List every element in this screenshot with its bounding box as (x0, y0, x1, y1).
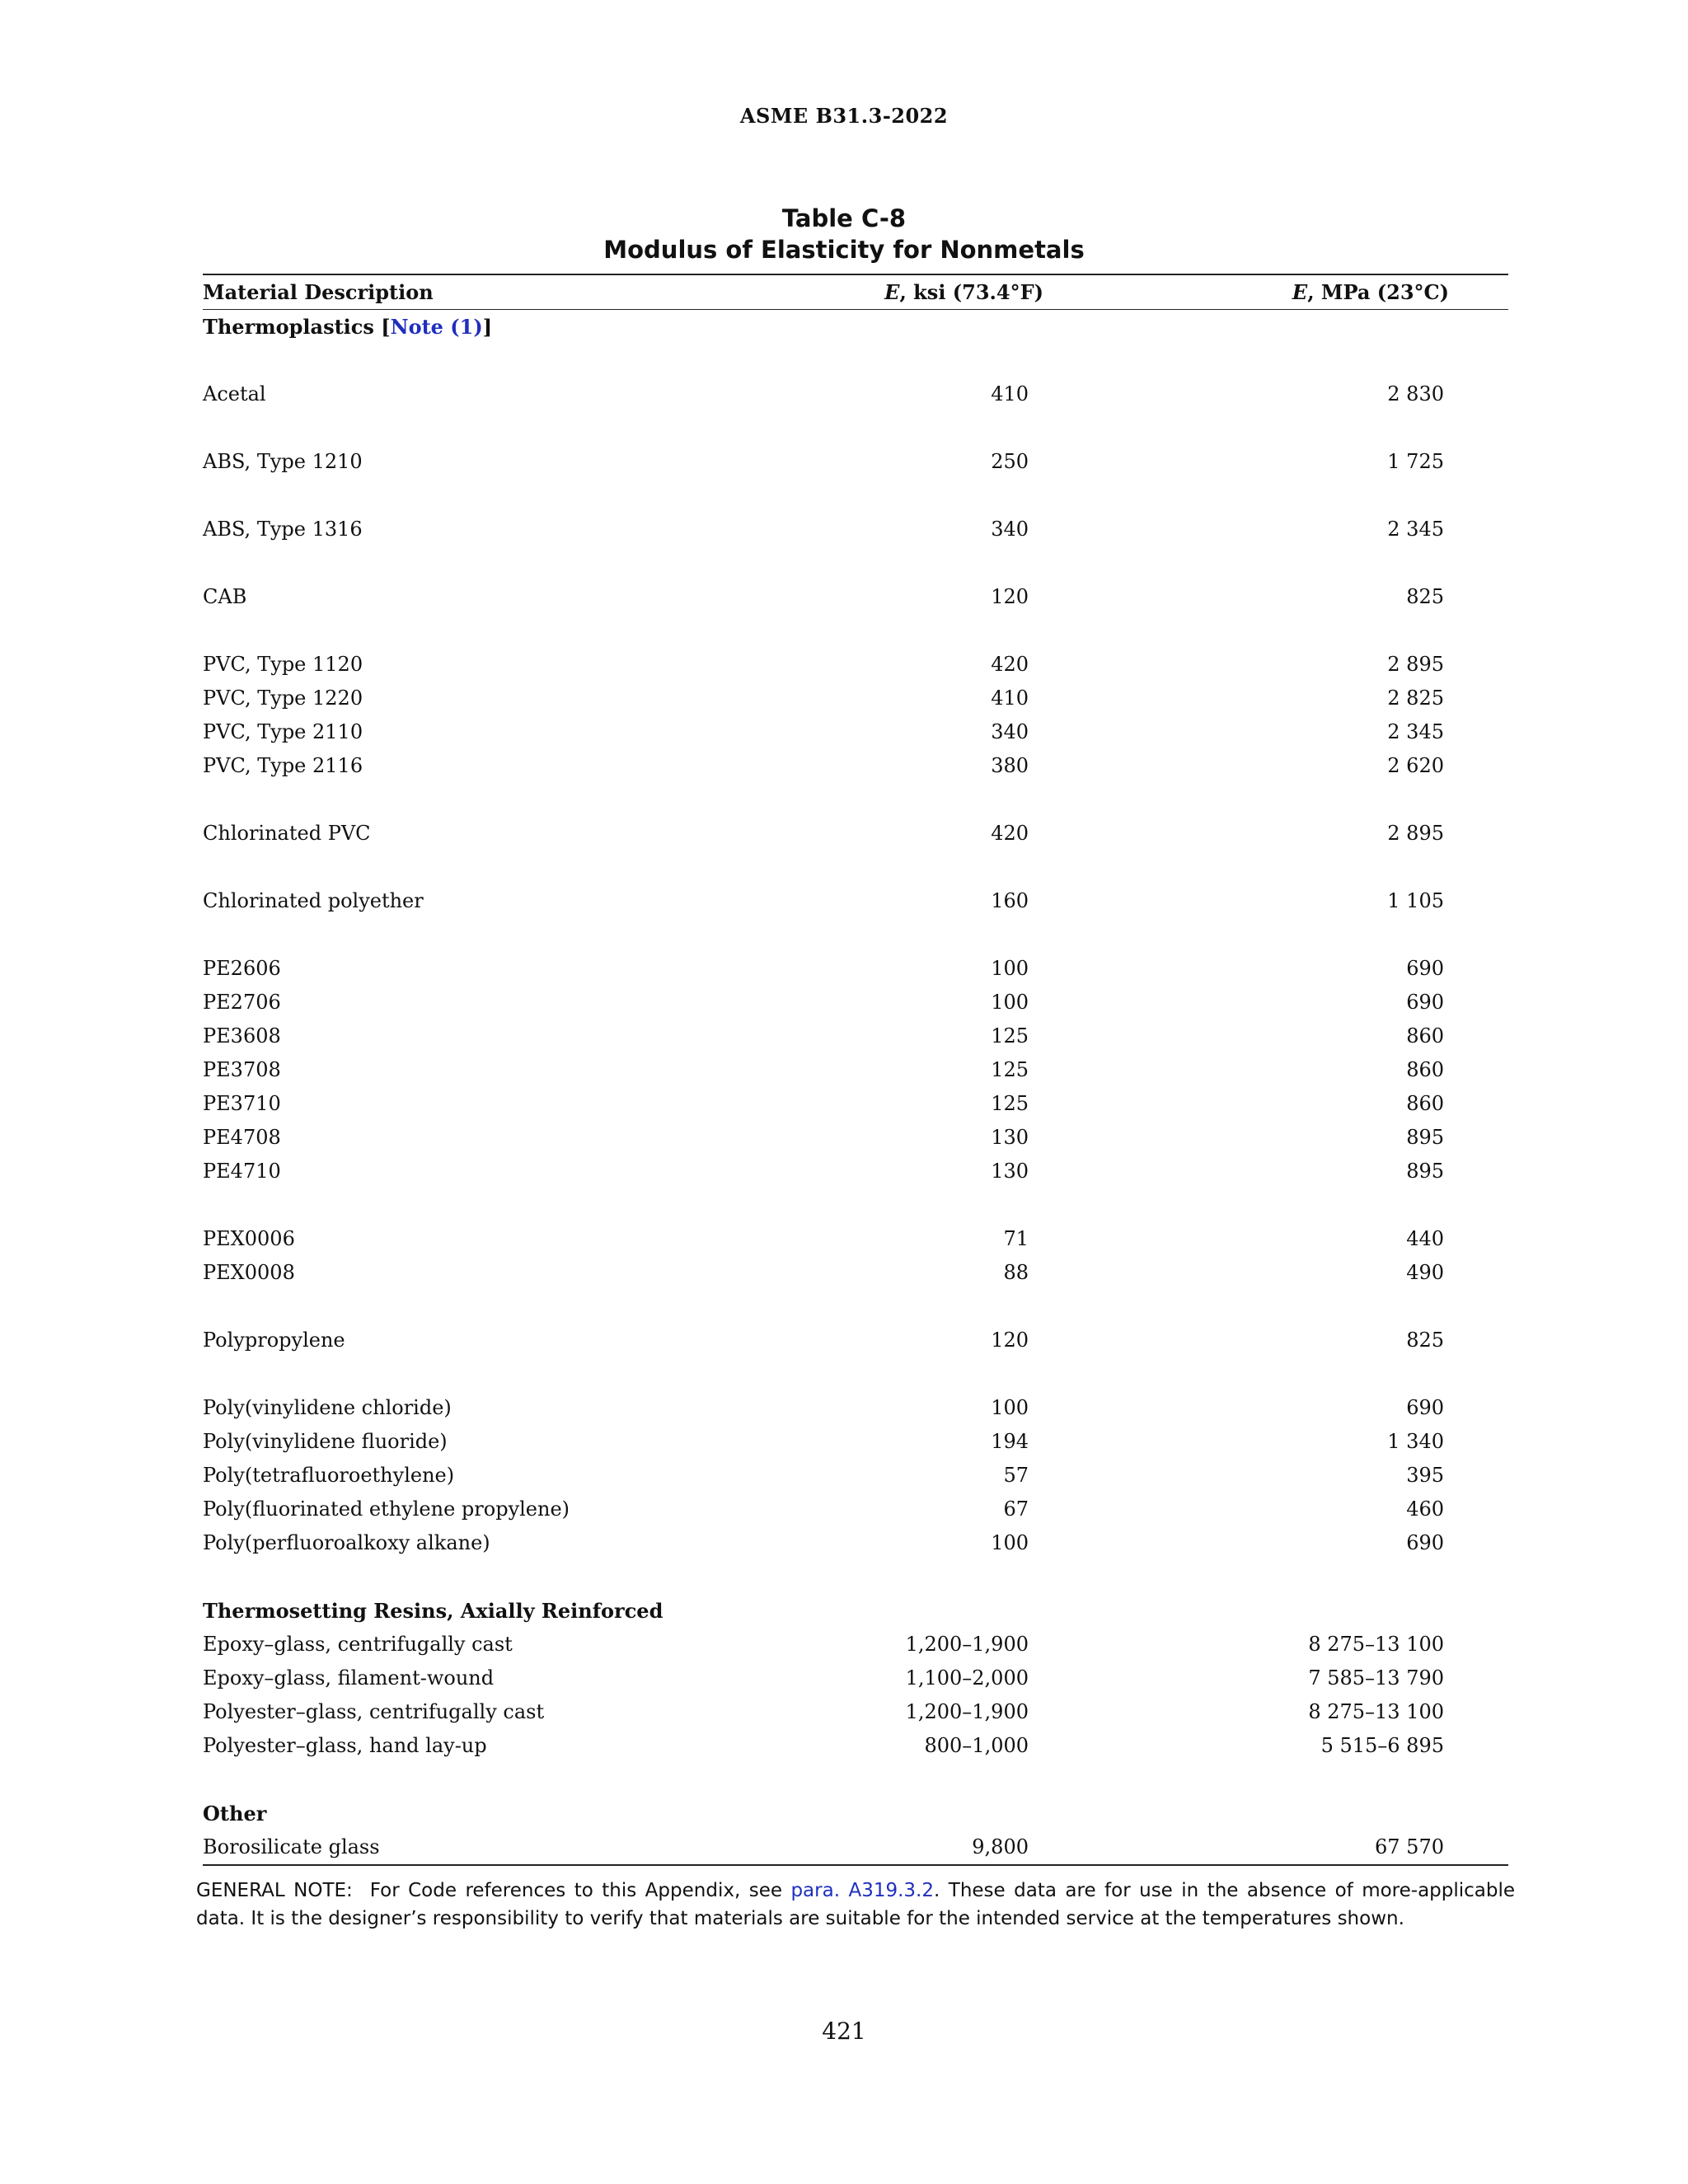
row-gap (203, 546, 1508, 580)
cell-material: PEX0008 (203, 1261, 295, 1284)
cell-ksi: 410 (991, 687, 1029, 710)
cell-ksi: 250 (991, 450, 1029, 473)
cell-mpa: 5 515–6 895 (1320, 1734, 1444, 1757)
cell-material: Chlorinated PVC (203, 822, 371, 845)
table-row (203, 1729, 1508, 1763)
table-row (203, 1053, 1508, 1087)
header-ksi-unit: , ksi (73.4°F) (899, 280, 1043, 304)
row-gap (203, 1357, 1508, 1391)
header-ksi-symbol: E (884, 280, 900, 304)
cell-ksi: 410 (991, 382, 1029, 405)
cell-ksi: 71 (1003, 1227, 1029, 1250)
table-row (203, 445, 1508, 479)
cell-ksi: 100 (991, 991, 1029, 1014)
running-head: ASME B31.3-2022 (739, 104, 949, 128)
cell-mpa: 860 (1406, 1058, 1444, 1081)
cell-ksi: 9,800 (972, 1835, 1029, 1858)
cell-ksi: 340 (991, 720, 1029, 743)
cell-material: PE4708 (203, 1126, 281, 1149)
row-gap (203, 344, 1508, 377)
row-gap (203, 1188, 1508, 1222)
general-note-label: GENERAL NOTE: (196, 1880, 353, 1901)
table-title (0, 203, 1688, 265)
table-row (203, 1222, 1508, 1256)
cell-material: PE3608 (203, 1024, 281, 1047)
table-row (203, 1256, 1508, 1290)
cell-mpa: 2 620 (1387, 754, 1444, 777)
table-row (203, 682, 1508, 715)
header-mpa-symbol: E (1292, 280, 1308, 304)
other-body (203, 1830, 1508, 1864)
cell-material: PE4710 (203, 1160, 281, 1183)
cell-material: PVC, Type 2116 (203, 754, 363, 777)
section-heading: Thermoplastics [ (203, 315, 391, 339)
cell-material: PE3708 (203, 1058, 281, 1081)
thermoplastics-body (203, 344, 1508, 1560)
table-row (203, 1155, 1508, 1188)
cell-material: PEX0006 (203, 1227, 295, 1250)
cell-mpa: 690 (1406, 1531, 1444, 1554)
cell-mpa: 67 570 (1375, 1835, 1444, 1858)
cell-mpa: 2 345 (1387, 720, 1444, 743)
cell-material: Borosilicate glass (203, 1835, 380, 1858)
cell-ksi: 1,100–2,000 (905, 1666, 1029, 1690)
section-gap (203, 1560, 1508, 1594)
cell-mpa: 860 (1406, 1024, 1444, 1047)
cell-ksi: 340 (991, 518, 1029, 541)
cell-mpa: 895 (1406, 1126, 1444, 1149)
table-row (203, 513, 1508, 546)
para-a319-link[interactable]: para. A319.3.2 (790, 1880, 934, 1901)
cell-mpa: 825 (1406, 1329, 1444, 1352)
header-mpa-unit: , MPa (23°C) (1307, 280, 1449, 304)
cell-material: Epoxy–glass, filament-wound (203, 1666, 495, 1690)
cell-ksi: 194 (991, 1430, 1029, 1453)
cell-mpa: 490 (1406, 1261, 1444, 1284)
cell-ksi: 88 (1003, 1261, 1029, 1284)
table-row (203, 1121, 1508, 1155)
cell-mpa: 1 340 (1387, 1430, 1444, 1453)
cell-mpa: 7 585–13 790 (1308, 1666, 1444, 1690)
cell-mpa: 690 (1406, 957, 1444, 980)
cell-ksi: 1,200–1,900 (905, 1700, 1029, 1723)
cell-material: Poly(perfluoroalkoxy alkane) (203, 1531, 490, 1554)
cell-mpa: 460 (1406, 1497, 1444, 1521)
cell-mpa: 1 725 (1387, 450, 1444, 473)
cell-mpa: 2 830 (1387, 382, 1444, 405)
table-row (203, 1425, 1508, 1459)
cell-material: Chlorinated polyether (203, 889, 424, 912)
table-row (203, 817, 1508, 851)
table-row (203, 1459, 1508, 1493)
header-mpa (1292, 275, 1449, 309)
cell-mpa: 690 (1406, 991, 1444, 1014)
cell-ksi: 120 (991, 1329, 1029, 1352)
row-gap (203, 1290, 1508, 1324)
cell-mpa: 395 (1406, 1464, 1444, 1487)
table-row (203, 986, 1508, 1019)
cell-ksi: 125 (991, 1058, 1029, 1081)
cell-material: Polyester–glass, centrifugally cast (203, 1700, 545, 1723)
cell-material: Poly(fluorinated ethylene propylene) (203, 1497, 570, 1521)
section-thermosetting (203, 1594, 1508, 1628)
row-gap (203, 918, 1508, 952)
table-row (203, 648, 1508, 682)
cell-material: CAB (203, 585, 247, 608)
row-gap (203, 783, 1508, 817)
cell-ksi: 100 (991, 957, 1029, 980)
cell-material: Acetal (203, 382, 266, 405)
cell-ksi: 120 (991, 585, 1029, 608)
table-row (203, 1324, 1508, 1357)
cell-material: PE3710 (203, 1092, 281, 1115)
row-gap (203, 411, 1508, 445)
cell-mpa: 825 (1406, 585, 1444, 608)
table-row (203, 1087, 1508, 1121)
table-row (203, 884, 1508, 918)
table-row (203, 1661, 1508, 1695)
row-gap (203, 851, 1508, 884)
section-heading: Other (203, 1802, 267, 1825)
cell-ksi: 1,200–1,900 (905, 1633, 1029, 1656)
cell-material: Polypropylene (203, 1329, 345, 1352)
cell-material: ABS, Type 1210 (203, 450, 363, 473)
cell-mpa: 895 (1406, 1160, 1444, 1183)
cell-material: PVC, Type 1120 (203, 653, 363, 676)
cell-material: Poly(vinylidene chloride) (203, 1396, 452, 1419)
table-row (203, 749, 1508, 783)
cell-ksi: 125 (991, 1024, 1029, 1047)
cell-ksi: 130 (991, 1126, 1029, 1149)
table-row (203, 1830, 1508, 1864)
cell-ksi: 420 (991, 822, 1029, 845)
row-gap (203, 479, 1508, 513)
table-row (203, 715, 1508, 749)
cell-ksi: 800–1,000 (924, 1734, 1029, 1757)
cell-ksi: 100 (991, 1531, 1029, 1554)
section-heading: Thermosetting Resins, Axially Reinforced (203, 1599, 663, 1623)
cell-ksi: 67 (1003, 1497, 1029, 1521)
thermosetting-body (203, 1628, 1508, 1763)
cell-ksi: 160 (991, 889, 1029, 912)
section-heading-close: ] (482, 315, 493, 339)
cell-mpa: 8 275–13 100 (1308, 1700, 1444, 1723)
cell-material: Epoxy–glass, centrifugally cast (203, 1633, 513, 1656)
cell-ksi: 130 (991, 1160, 1029, 1183)
note-1-link[interactable]: Note (1) (390, 315, 483, 339)
cell-ksi: 380 (991, 754, 1029, 777)
cell-mpa: 1 105 (1387, 889, 1444, 912)
cell-material: PVC, Type 2110 (203, 720, 363, 743)
cell-ksi: 57 (1003, 1464, 1029, 1487)
table-number: Table C-8 (781, 204, 907, 232)
cell-mpa: 2 825 (1387, 687, 1444, 710)
cell-mpa: 860 (1406, 1092, 1444, 1115)
table-bottom-rule (203, 1864, 1508, 1866)
cell-mpa: 690 (1406, 1396, 1444, 1419)
table-row (203, 1019, 1508, 1053)
cell-ksi: 420 (991, 653, 1029, 676)
section-thermoplastics (203, 310, 1508, 344)
table-row (203, 1493, 1508, 1526)
table-row (203, 377, 1508, 411)
general-note (196, 1877, 1515, 1933)
cell-mpa: 440 (1406, 1227, 1444, 1250)
header-ksi (884, 275, 1043, 309)
table-row (203, 1391, 1508, 1425)
row-gap (203, 614, 1508, 648)
table-row (203, 580, 1508, 614)
general-note-text: For Code references to this Appendix, see (369, 1880, 791, 1901)
table-header-row (203, 275, 1508, 309)
cell-material: Poly(tetrafluoroethylene) (203, 1464, 455, 1487)
cell-material: PE2606 (203, 957, 281, 980)
cell-material: PE2706 (203, 991, 281, 1014)
general-note-text-end: . These data are for use in the absence of more-applicable data. It is the designer’s responsibility to verify that materials are suitable for the intended service at the temperatures shown. (196, 1880, 1516, 1929)
cell-ksi: 125 (991, 1092, 1029, 1115)
cell-material: Polyester–glass, hand lay-up (203, 1734, 487, 1757)
cell-mpa: 2 345 (1387, 518, 1444, 541)
table-row (203, 952, 1508, 986)
cell-mpa: 8 275–13 100 (1308, 1633, 1444, 1656)
section-other (203, 1797, 1508, 1830)
cell-material: Poly(vinylidene fluoride) (203, 1430, 448, 1453)
modulus-table (203, 274, 1508, 1866)
page-number: 421 (822, 2018, 866, 2045)
table-row (203, 1628, 1508, 1661)
cell-mpa: 2 895 (1387, 653, 1444, 676)
cell-mpa: 2 895 (1387, 822, 1444, 845)
table-caption: Modulus of Elasticity for Nonmetals (603, 236, 1085, 264)
table-row (203, 1526, 1508, 1560)
cell-material: ABS, Type 1316 (203, 518, 363, 541)
header-material: Material Description (203, 280, 434, 304)
table-row (203, 1695, 1508, 1729)
cell-material: PVC, Type 1220 (203, 687, 363, 710)
section-gap (203, 1763, 1508, 1797)
cell-ksi: 100 (991, 1396, 1029, 1419)
